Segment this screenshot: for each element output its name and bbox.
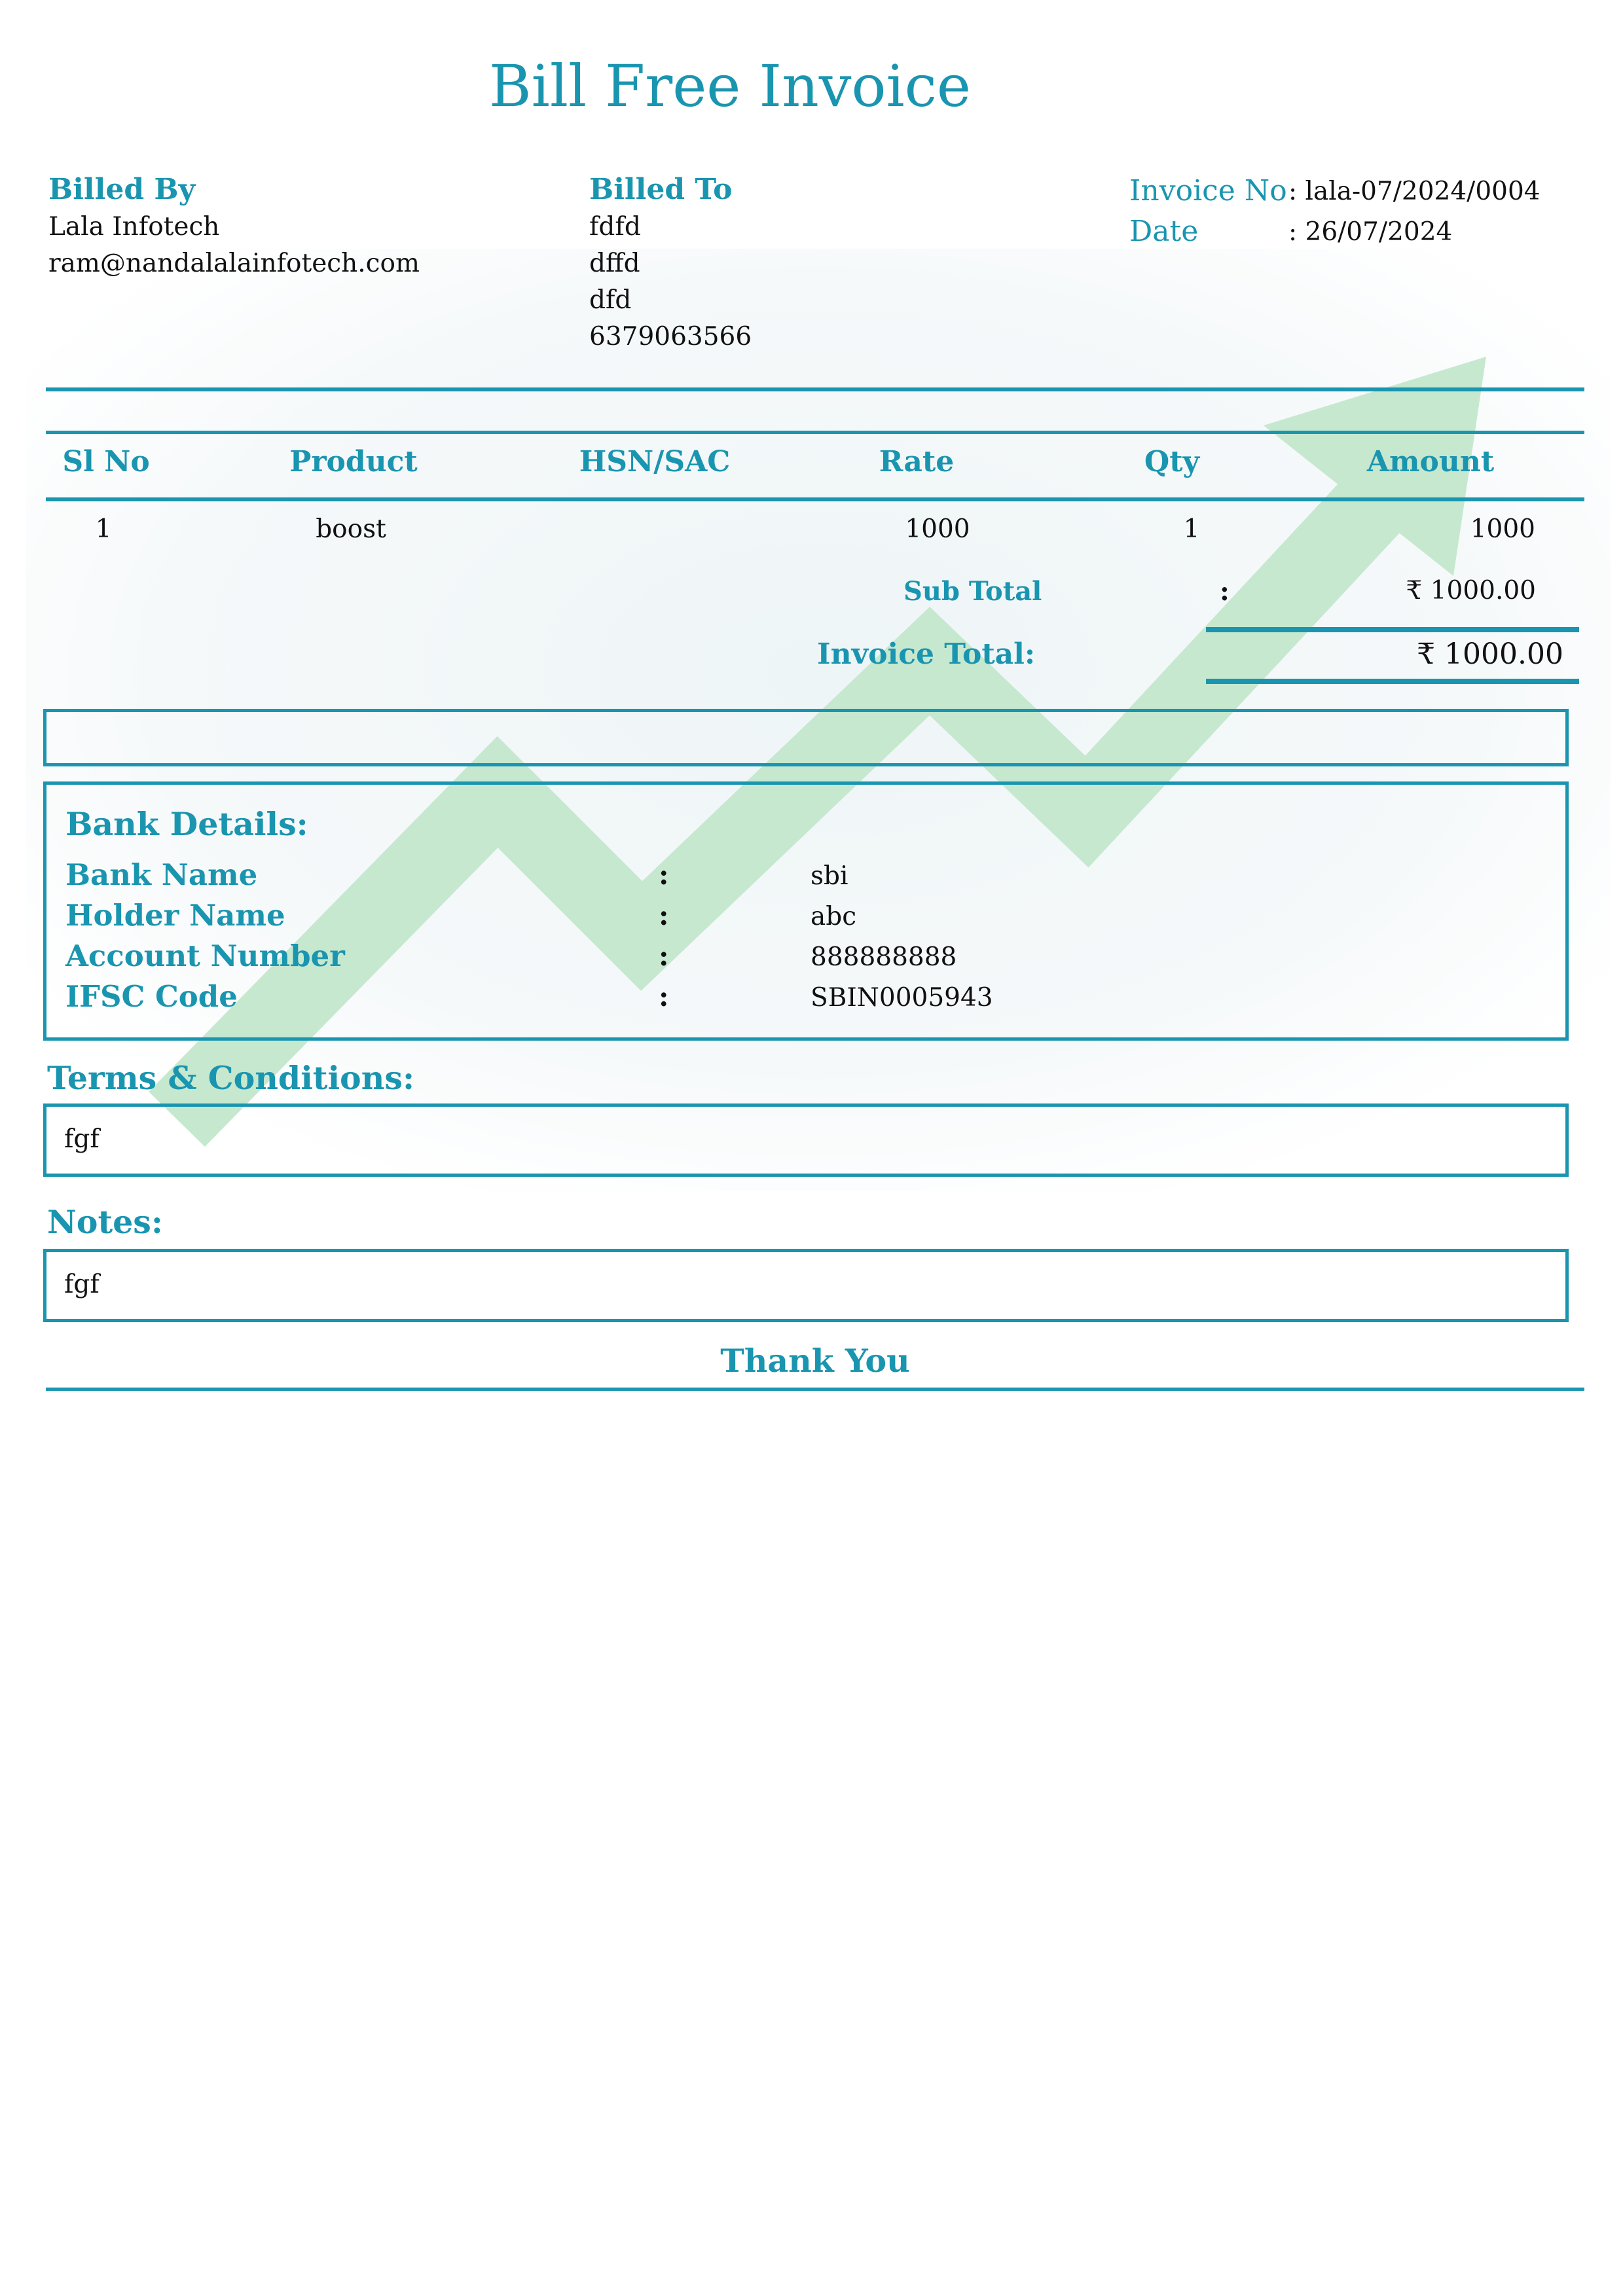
cell-rate: 1000: [905, 514, 970, 544]
ifsc-code-label: IFSC Code: [65, 979, 238, 1014]
notes-text: fgf: [64, 1270, 100, 1299]
billed-to-line1: fdfd: [589, 212, 641, 242]
invoice-number-value: : lala-07/2024/0004: [1288, 177, 1541, 206]
holder-name-value: abc: [811, 902, 857, 931]
column-header-qty: Qty: [1144, 445, 1200, 478]
cell-product: boost: [316, 514, 386, 544]
account-number-label: Account Number: [65, 939, 345, 973]
billed-by-label: Billed By: [48, 173, 196, 206]
billed-to-section: [589, 173, 752, 355]
terms-heading: Terms & Conditions:: [47, 1059, 415, 1097]
cell-amount: 1000: [1470, 514, 1535, 544]
notes-box: [43, 1249, 1569, 1322]
bank-name-value: sbi: [811, 861, 848, 891]
invoice-total-label: Invoice Total:: [817, 637, 1036, 671]
table-header-rule-bottom: [46, 497, 1584, 501]
bank-details-heading: Bank Details:: [65, 805, 308, 843]
billed-to-phone: 6379063566: [589, 322, 752, 351]
bank-name-colon: :: [659, 859, 669, 891]
thank-you-text: Thank You: [720, 1342, 910, 1380]
holder-name-colon: :: [659, 899, 669, 931]
billed-by-email: ram@nandalalainfotech.com: [48, 249, 420, 278]
billed-by-name: Lala Infotech: [48, 212, 220, 242]
billed-to-line2: dffd: [589, 249, 640, 278]
terms-text: fgf: [64, 1124, 100, 1154]
cell-qty: 1: [1183, 514, 1200, 544]
empty-remarks-box: [43, 709, 1569, 766]
column-header-rate: Rate: [879, 445, 955, 478]
billed-by-section: [48, 173, 420, 282]
invoice-date-value: : 26/07/2024: [1288, 217, 1453, 247]
ifsc-code-value: SBIN0005943: [811, 983, 993, 1013]
column-header-amount: Amount: [1366, 445, 1495, 478]
footer-rule: [46, 1388, 1584, 1391]
terms-box: [43, 1103, 1569, 1177]
subtotal-label: Sub Total: [903, 576, 1042, 607]
invoice-total-value: ₹ 1000.00: [1417, 637, 1563, 671]
divider-top: [46, 387, 1584, 391]
account-number-value: 888888888: [811, 942, 957, 972]
ifsc-code-colon: :: [659, 980, 669, 1013]
subtotal-value: ₹ 1000.00: [1406, 576, 1536, 605]
column-header-product: Product: [289, 445, 418, 478]
table-header-rule-top: [46, 431, 1584, 434]
notes-heading: Notes:: [47, 1203, 163, 1241]
column-header-hsn-sac: HSN/SAC: [579, 445, 731, 478]
billed-to-label: Billed To: [589, 173, 733, 206]
subtotal-colon: :: [1220, 576, 1230, 607]
total-rule-bottom: [1206, 679, 1579, 684]
bank-name-label: Bank Name: [65, 857, 258, 892]
invoice-title: Bill Free Invoice: [489, 52, 971, 120]
holder-name-label: Holder Name: [65, 898, 285, 933]
invoice-date-label: Date: [1129, 215, 1199, 248]
total-rule-top: [1206, 627, 1579, 632]
cell-sl-no: 1: [95, 514, 112, 544]
billed-to-line3: dfd: [589, 285, 632, 315]
column-header-sl-no: Sl No: [62, 445, 150, 478]
invoice-number-label: Invoice No: [1129, 174, 1287, 207]
account-number-colon: :: [659, 940, 669, 972]
